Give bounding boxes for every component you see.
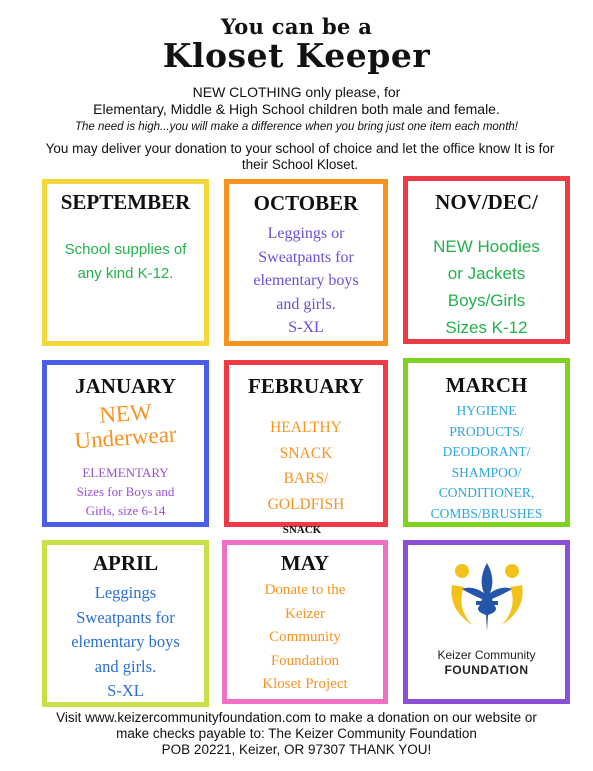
may-line: Keizer [285,605,325,622]
april-line: and girls. [94,656,157,676]
september-body [51,238,200,286]
logo-line2: FOUNDATION [444,663,529,677]
september-line: School supplies of [64,241,187,258]
april-line: Leggings [94,583,157,602]
novdec-title: NOV/DEC/ [435,190,538,214]
footer-line1: Visit www.keizercommunityfoundation.com to make a donation on our website or [56,710,537,725]
march-title: MARCH [445,373,528,397]
may-box [222,540,388,704]
january-title: JANUARY [75,374,176,398]
february-box [224,360,388,527]
footer-line3: POB 20221, Keizer, OR 97307 THANK YOU! [161,742,432,757]
october-box [224,179,388,346]
logo-line1: Keizer Community [437,648,536,662]
march-line: CONDITIONER, [438,485,535,500]
october-line: and girls. [276,295,336,313]
march-line: DEODORANT/ [442,444,531,459]
snack-label: SNACK [282,524,322,536]
footer [10,710,583,758]
may-line: Foundation [270,652,340,669]
logo-box [403,540,570,704]
january-new: NEW [98,399,153,428]
october-line: Leggings or [267,225,345,242]
footer-line2: make checks payable to: The Keizer Community Foundation [116,726,477,741]
february-title: FEBRUARY [248,374,364,398]
october-body [233,222,379,340]
header-line1: You can be a [220,14,373,39]
april-body [51,581,200,704]
september-line: any kind K-12. [77,265,174,282]
march-line: HYGIENE [456,403,517,418]
january-line: ELEMENTARY [82,465,169,480]
january-underwear: Underwear [73,421,178,454]
september-title: SEPTEMBER [60,190,191,214]
february-body [233,415,379,517]
need-statement [0,121,593,133]
october-title: OCTOBER [253,191,359,215]
subtitle-line1: NEW CLOTHING only please, for [192,84,401,100]
may-title: MAY [280,551,330,575]
march-line: COMBS/BRUSHES [430,505,543,521]
february-line: HEALTHY [270,419,342,436]
january-box [42,360,209,527]
need-text: need is high...you will make a difference when you bring just one item each month! [98,121,518,133]
may-body [231,579,379,697]
may-line: Donate to the [264,582,346,598]
may-line: Community [269,629,341,645]
novdec-line: Sizes K-12 [445,318,528,337]
february-line: GOLDFISH [267,495,345,513]
january-line: Girls, size 6-14 [85,503,166,518]
april-box [42,540,209,707]
novdec-body [412,233,561,341]
january-line: Sizes for Boys and [76,484,175,499]
april-line: elementary boys [71,632,180,651]
october-line: Sweatpants for [258,248,354,266]
keizer-foundation-logo-icon [442,559,532,634]
january-body [51,463,200,520]
april-line: S-XL [107,681,144,700]
march-line: SHAMPOO/ [451,464,522,480]
may-line: Kloset Project [262,676,348,692]
february-line: BARS/ [283,470,329,487]
march-box [403,358,570,527]
february-line: SNACK [279,444,333,462]
april-title: APRIL [92,551,159,575]
novdec-line: Boys/Girls [447,291,526,310]
novdec-box [403,176,570,344]
need-prefix: The [74,121,98,133]
novdec-line: or Jackets [447,264,526,283]
october-line: elementary boys [253,272,359,289]
march-line: PRODUCTS/ [449,423,524,439]
subtitle-line2: Elementary, Middle & High School children both male and female. [93,101,500,117]
page-title: Kloset Keeper [162,36,431,75]
september-box [42,179,209,346]
october-line: S-XL [288,319,324,336]
delivery-note: You may deliver your donation to your school of choice and let the office know It is for their School Kloset. [45,141,555,172]
april-line: Sweatpants for [76,607,175,627]
novdec-line: NEW Hoodies [433,237,540,256]
march-body [408,401,565,524]
